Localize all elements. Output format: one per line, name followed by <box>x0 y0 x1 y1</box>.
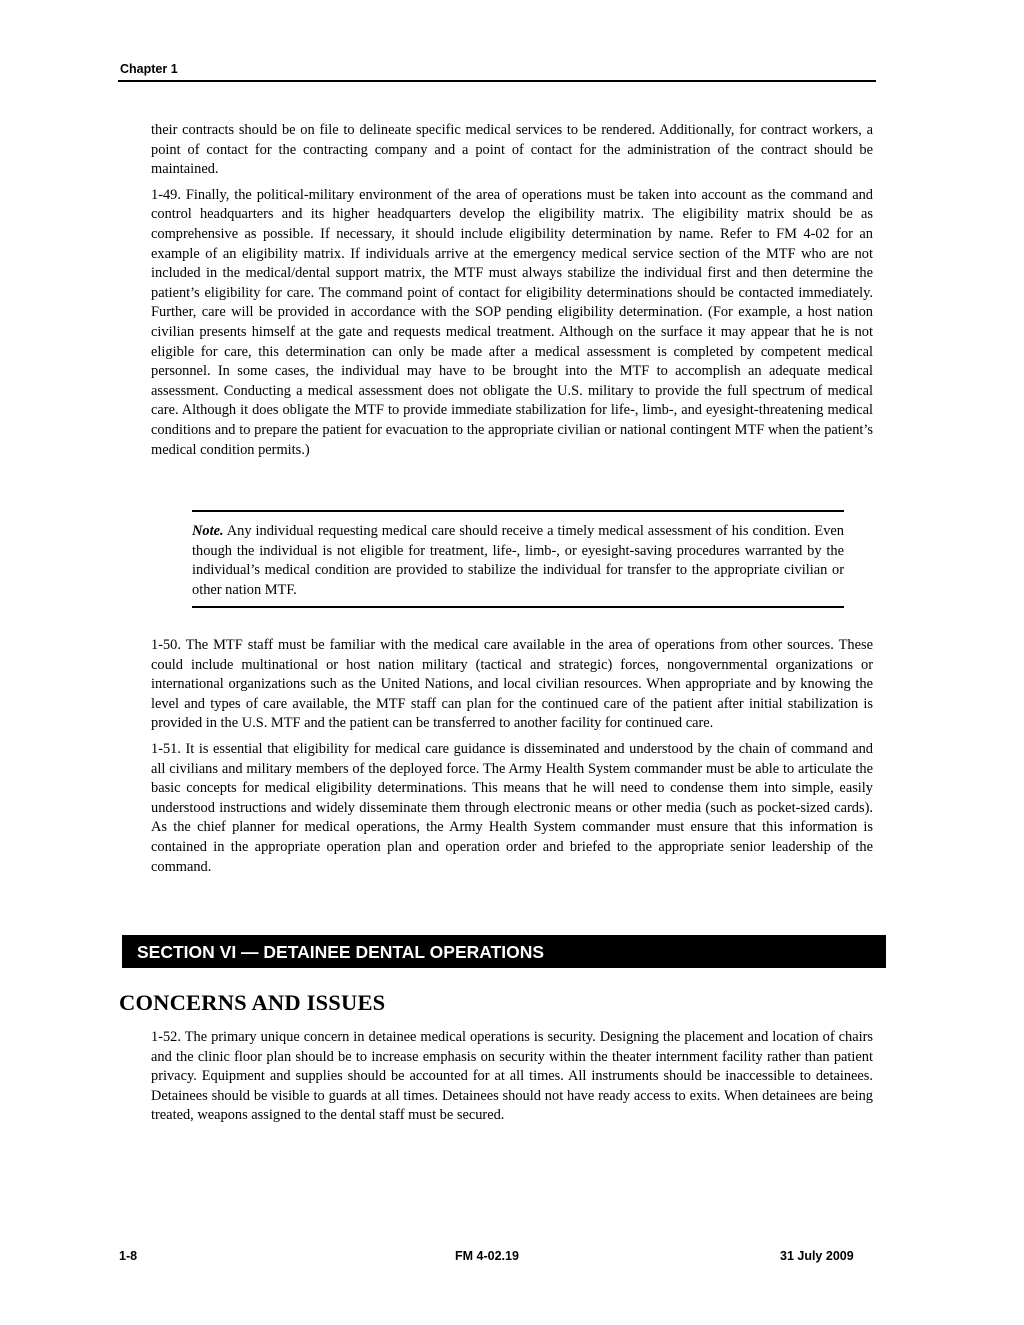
body-middle <box>151 636 873 883</box>
note-text: Any individual requesting medical care should receive a timely medical assessment of his condition. Even though the individual is not eligible for treatment, life-, limb-, or eyesight-saving procedures warranted by the individual’s medical condition are provided to stabilize the individual for transfer to the appropriate civilian or other nation MTF. <box>192 523 844 598</box>
chapter-label: Chapter 1 <box>120 62 178 76</box>
note-box <box>192 510 844 608</box>
paragraph-1-49: 1-49. Finally, the political-military environment of the area of operations must be taken into account as the command and control headquarters and its higher headquarters develop the eligibility matrix. The eligibility matrix should be as comprehensive as possible. If necessary, it should include eligibility determination by name. Refer to FM 4-02 for an example of an eligibility matrix. If individuals arrive at the emergency medical service section of the MTF who are not included in the medical/dental support matrix, the MTF must always stabilize the individual first and then determine the patient’s eligibility for care. The command point of contact for eligibility determinations should be contacted immediately. Further, care will be provided in accordance with the SOP pending eligibility determination. (For example, a host nation civilian presents himself at the gate and requests medical treatment. Although on the surface it may appear that he is not eligible for care, this determination can only be made after a medical assessment is completed by competent medical personnel. In some cases, the individual may have to be brought into the MTF to accomplish an adequate medical assessment. Conducting a medical assessment does not obligate the U.S. military to provide the full spectrum of medical care. Although it does obligate the MTF to provide immediate stabilization for life-, limb-, and eyesight-threatening medical conditions and to prepare the patient for evacuation to the appropriate civilian or national contingent MTF when the patient’s medical condition permits.) <box>151 186 873 458</box>
body-top <box>151 121 873 466</box>
section-banner <box>122 935 886 968</box>
body-bottom <box>151 1028 873 1132</box>
note-label: Note. <box>192 523 224 539</box>
footer-document-id: FM 4-02.19 <box>455 1249 519 1263</box>
paragraph-continued: their contracts should be on file to delineate specific medical services to be rendered. Additionally, for contract workers, a point of contact for the contracting company and a point of contact for the administration of the contract should be maintained. <box>151 122 873 178</box>
footer-page-number: 1-8 <box>119 1249 138 1263</box>
footer-date: 31 July 2009 <box>780 1249 854 1263</box>
section-title: SECTION VI — DETAINEE DENTAL OPERATIONS <box>137 942 545 962</box>
paragraph-1-51: 1-51. It is essential that eligibility for medical care guidance is disseminated and understood by the chain of command and all civilians and military members of the deployed force. The Army Health System commander must be able to articulate the basic concepts for medical eligibility determinations. This means that he will need to condense them into simple, easily understood instructions and widely disseminate them through electronic means or other media (such as pocket-sized cards). As the chief planner for medical operations, the Army Health System commander must ensure that this information is contained in the appropriate operation plan and operation order and briefed to the appropriate senior leadership of the command. <box>151 740 873 875</box>
page-header <box>118 60 876 82</box>
paragraph-1-52: 1-52. The primary unique concern in detainee medical operations is security. Designing the placement and location of chairs and the clinic floor plan should be to increase emphasis on security within the theater internment facility rather than patient privacy. Equipment and supplies should be accounted for at all times. All instruments should be inaccessible to detainees. Detainees should be visible to guards at all times. Detainees should not have ready access to exits. When detainees are being treated, weapons assigned to the dental staff must be secured. <box>151 1029 873 1124</box>
paragraph-1-50: 1-50. The MTF staff must be familiar with the medical care available in the area of operations from other sources. These could include multinational or host nation military (tactical and strategic) forces, nongovernmental organizations or international organizations such as the United Nations, and local civilian resources. When appropriate and by knowing the level and types of care available, the MTF staff can plan for the continued care of the patient after initial stabilization is provided in the U.S. MTF and the patient can be transferred to another facility for continued care. <box>151 637 873 732</box>
subsection-heading: CONCERNS AND ISSUES <box>119 990 386 1015</box>
